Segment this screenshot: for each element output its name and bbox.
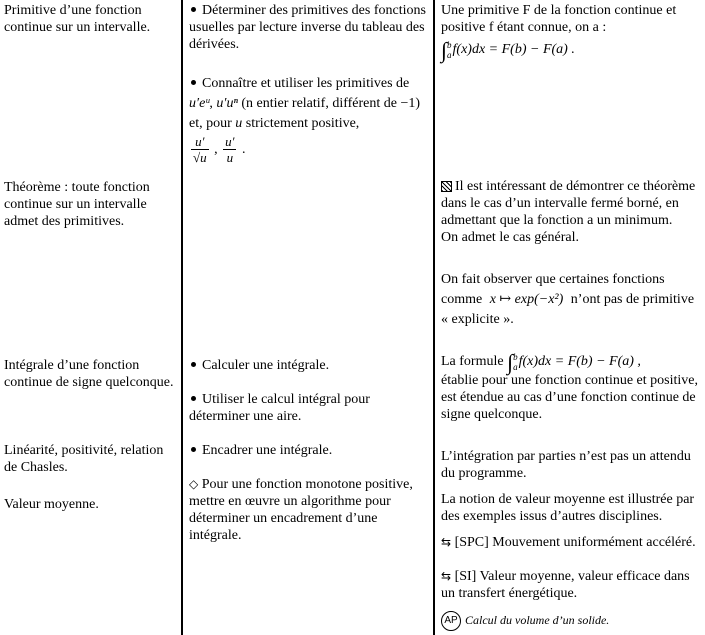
- integral-sign: ∫: [507, 349, 514, 375]
- integral-limits: b a: [513, 352, 518, 372]
- integral-sign: ∫: [441, 37, 448, 63]
- bullet-icon: [191, 362, 196, 367]
- column-divider-2: [433, 0, 435, 635]
- demonstration-icon: [441, 181, 452, 192]
- column-divider-1: [181, 0, 183, 635]
- comment-primitive-formula: Une primitive F de la fonction continue et positive f étant connue, on a : ∫ b a f(x)dx = F(b) − F(a) .: [441, 3, 677, 63]
- algorithm-diamond-icon: ◇: [189, 477, 199, 491]
- capacity-algorithme: ◇ Pour une fonction monotone positive, mettre en œuvre un algorithme pour déterminer un encadrement d’une intégrale.: [189, 477, 413, 543]
- capacity-encadrer: Encadrer une intégrale.: [189, 442, 429, 459]
- content-item-linearity: Linéarité, positivité, relation de Chasles.: [4, 443, 164, 475]
- comment-explicit-primitive: On fait observer que certaines fonctions comme x ↦ exp(−x²) n’ont pas de primitive « explicite ».: [441, 272, 695, 327]
- comment-signed-integral: La formule ∫ b a f(x)dx = F(b) − F(a) , établie pour une fonction continue et positive, est étendue au cas d’une fonction continue de signe quelconque.: [441, 349, 698, 422]
- content-item-theorem: Théorème : toute fonction continue sur un intervalle admet des primitives.: [4, 180, 150, 229]
- content-item-mean-value: Valeur moyenne.: [4, 497, 99, 512]
- fraction-u-prime-over-sqrt-u: $\frac{u'}{√u}$: [193, 134, 207, 165]
- fraction-u-prime-over-u: $\frac{u'}{u}$: [225, 134, 235, 165]
- ap-badge-icon: AP: [441, 611, 461, 631]
- bullet-icon: [191, 396, 196, 401]
- comment-spc-link: ⇆ [SPC] Mouvement uniformément accéléré.: [441, 535, 696, 550]
- cross-discipline-arrows-icon: ⇆: [441, 535, 452, 549]
- capacity-calcul-integrale: Calculer une intégrale.: [189, 357, 429, 374]
- comment-si-link: ⇆ [SI] Valeur moyenne, valeur efficace dans un transfert énergétique.: [441, 569, 690, 601]
- capacity-primitives-composees: Connaître et utiliser les primitives de u′eᵘ, u′uⁿ (n entier relatif, différent de −1) et, pour u strictement positive, $\frac{u'}{√u}$ , $\frac{u'}{u}$ .: [189, 76, 421, 165]
- capacity-aire: Utiliser le calcul intégral pour déterminer une aire.: [189, 392, 370, 424]
- bullet-icon: [191, 80, 196, 85]
- bullet-icon: [191, 7, 196, 12]
- integral-limits: b a: [447, 40, 452, 60]
- cross-discipline-arrows-icon: ⇆: [441, 569, 452, 583]
- comment-integration-par-parties: L’intégration par parties n’est pas un attendu du programme.: [441, 449, 691, 481]
- content-item-primitive: Primitive d’une fonction continue sur un intervalle.: [4, 3, 151, 35]
- comment-valeur-moyenne: La notion de valeur moyenne est illustrée par des exemples issus d’autres disciplines.: [441, 492, 695, 524]
- bullet-icon: [191, 447, 196, 452]
- capacity-primitives-usuelles: Déterminer des primitives des fonctions usuelles par lecture inverse du tableau des dérivées.: [189, 3, 426, 52]
- content-item-integral: Intégrale d’une fonction continue de signe quelconque.: [4, 358, 174, 390]
- comment-theorem: Il est intéressant de démontrer ce théorème dans le cas d’un intervalle fermé borné, en admettant que la fonction a un minimum. On admet le cas général.: [441, 179, 696, 245]
- comment-ap-volume: AP Calcul du volume d’un solide.: [441, 611, 701, 631]
